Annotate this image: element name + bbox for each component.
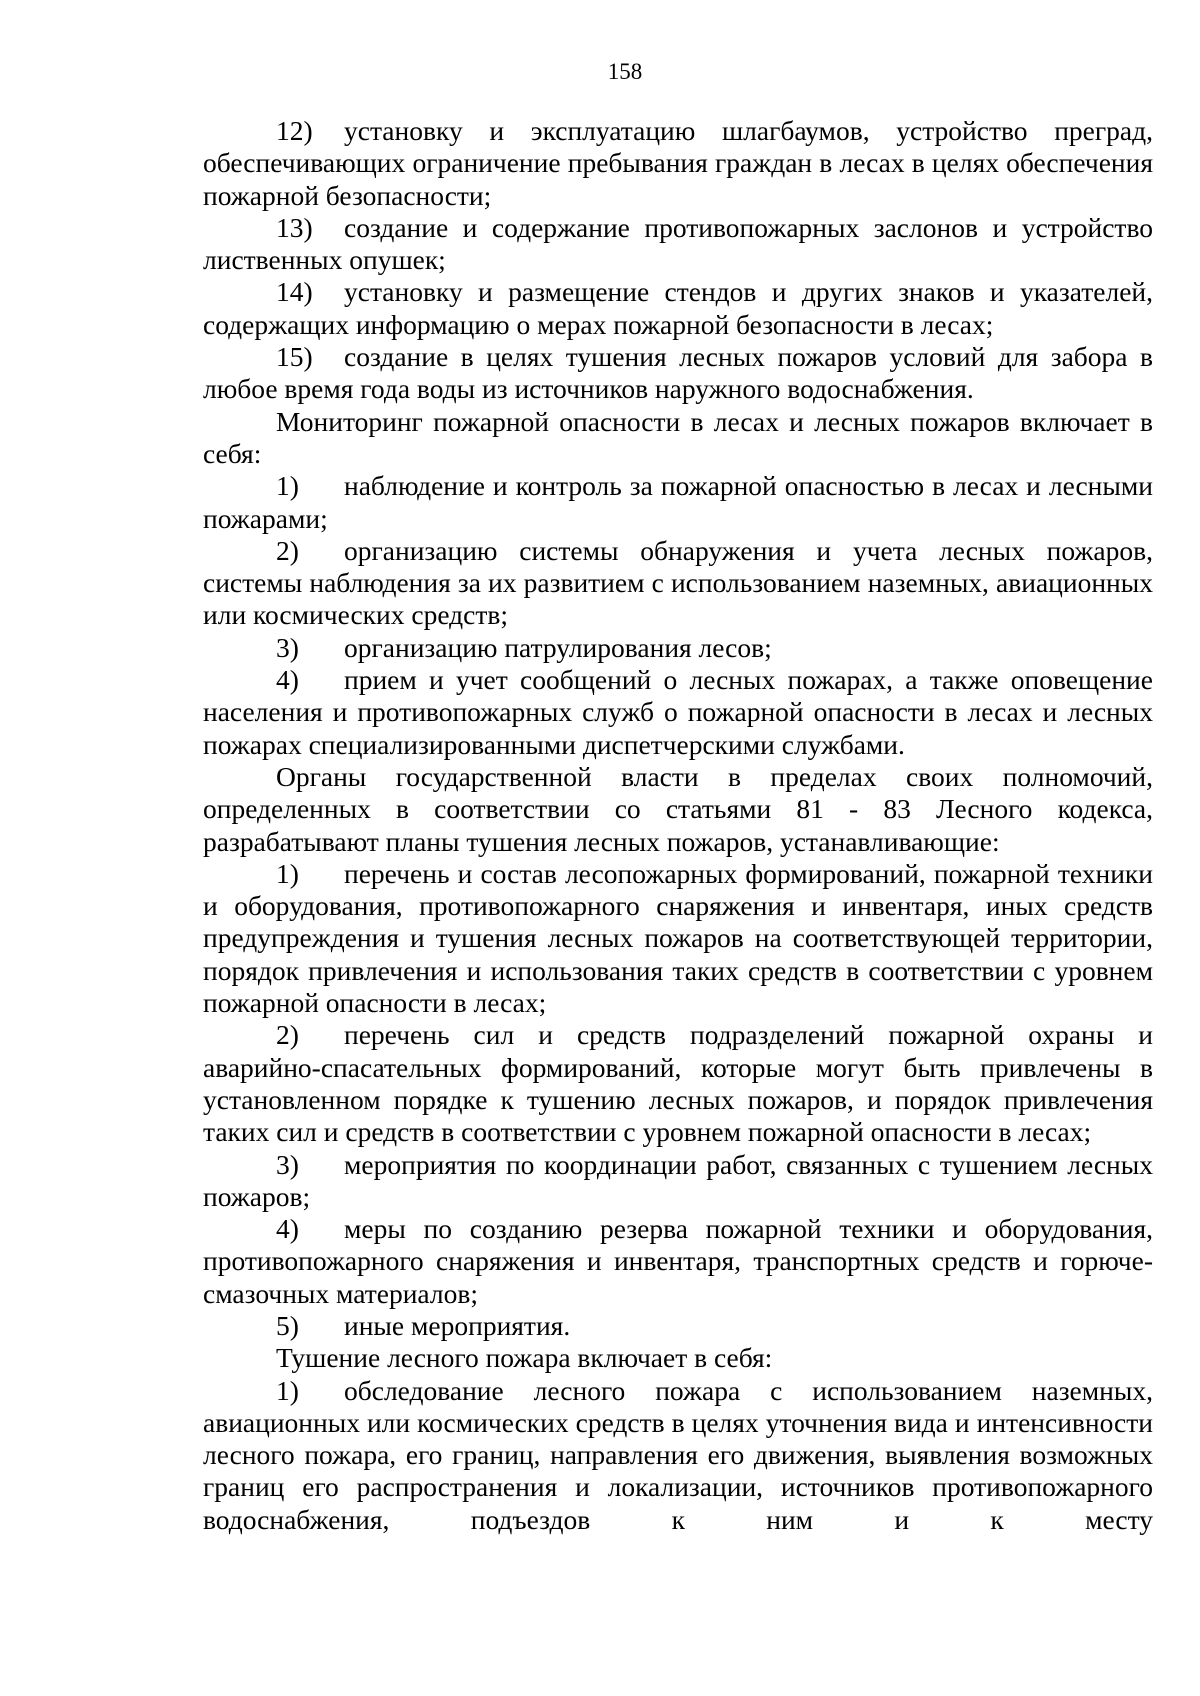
paragraph bbox=[203, 761, 1153, 858]
list-item-number: 13) bbox=[276, 211, 313, 243]
list-item-number: 1) bbox=[276, 1374, 299, 1406]
document-body bbox=[203, 115, 1153, 1536]
paragraph-text: Органы государственной власти в пределах своих полномочий, определенных в соответствии со статьями 81 - 83 Лесного кодекса, разрабатывают планы тушения лесных пожаров, устанавливающие: bbox=[203, 760, 1153, 857]
paragraph-text: организацию патрулирования лесов; bbox=[344, 631, 772, 663]
list-item bbox=[203, 1375, 1153, 1536]
list-item-number: 4) bbox=[276, 1213, 299, 1245]
list-item bbox=[203, 1019, 1153, 1148]
paragraph bbox=[203, 406, 1153, 471]
paragraph-text: установку и размещение стендов и других знаков и указателей, содержащих информацию о мерах пожарной безопасности в лесах; bbox=[203, 276, 1153, 340]
list-item-number: 12) bbox=[276, 115, 313, 146]
list-item bbox=[203, 664, 1153, 761]
list-item-number: 5) bbox=[276, 1309, 299, 1341]
list-item bbox=[203, 1149, 1153, 1214]
list-item-number: 14) bbox=[276, 276, 313, 308]
paragraph-text: перечень сил и средств подразделений пожарной охраны и аварийно-спасательных формирований, которые могут быть привлечены в установленном порядке к тушению лесных пожаров, и порядок привлечения таких сил и средств в соответствии с уровнем пожарной опасности в лесах; bbox=[203, 1019, 1153, 1148]
list-item-number: 3) bbox=[276, 1148, 299, 1180]
paragraph-text: установку и эксплуатацию шлагбаумов, устройство преград, обеспечивающих ограничение пребывания граждан в лесах в целях обеспечения пожарной безопасности; bbox=[203, 115, 1153, 211]
list-item-number: 4) bbox=[276, 664, 299, 696]
list-item bbox=[203, 858, 1153, 1019]
paragraph-text: прием и учет сообщений о лесных пожарах, а также оповещение населения и противопожарных служб о пожарной опасности в лесах и лесных пожарах специализированными диспетчерскими службами. bbox=[203, 664, 1153, 760]
paragraph-text: Тушение лесного пожара включает в себя: bbox=[276, 1342, 773, 1374]
list-item-number: 15) bbox=[276, 341, 313, 373]
list-item bbox=[203, 276, 1153, 341]
list-item-number: 3) bbox=[276, 631, 299, 663]
paragraph-text: меры по созданию резерва пожарной техники и оборудования, противопожарного снаряжения и инвентаря, транспортных средств и горюче-смазочных материалов; bbox=[203, 1213, 1153, 1309]
paragraph-text: мероприятия по координации работ, связанных с тушением лесных пожаров; bbox=[203, 1148, 1153, 1212]
paragraph-text: обследование лесного пожара с использованием наземных, авиационных или космических средств в целях уточнения вида и интенсивности лесного пожара, его границ, направления его движения, выявления возможных границ его распространения и локализации, источников противопожарного водоснабжения, подъездов к ним и к месту bbox=[203, 1374, 1153, 1535]
list-item bbox=[203, 341, 1153, 406]
paragraph-text: организацию системы обнаружения и учета лесных пожаров, системы наблюдения за их развитием с использованием наземных, авиационных или космических средств; bbox=[203, 534, 1153, 631]
paragraph bbox=[203, 1342, 1153, 1374]
list-item bbox=[203, 1310, 1153, 1342]
paragraph-text: создание в целях тушения лесных пожаров условий для забора в любое время года воды из источников наружного водоснабжения. bbox=[203, 341, 1153, 405]
paragraph-text: перечень и состав лесопожарных формирований, пожарной техники и оборудования, противопожарного снаряжения и инвентаря, иных средств предупреждения и тушения лесных пожаров на соответствующей территории, порядок привлечения и использования таких средств в соответствии с уровнем пожарной опасности в лесах; bbox=[203, 857, 1153, 1019]
list-item-number: 1) bbox=[276, 857, 299, 889]
list-item bbox=[203, 212, 1153, 277]
list-item-number: 2) bbox=[276, 534, 299, 566]
list-item bbox=[203, 632, 1153, 664]
paragraph-text: создание и содержание противопожарных заслонов и устройство лиственных опушек; bbox=[203, 211, 1153, 276]
paragraph-text: Мониторинг пожарной опасности в лесах и лесных пожаров включает в себя: bbox=[203, 405, 1153, 469]
paragraph-text: наблюдение и контроль за пожарной опасностью в лесах и лесными пожарами; bbox=[203, 470, 1153, 534]
page-number: 158 bbox=[607, 59, 643, 84]
list-item bbox=[203, 470, 1153, 535]
list-item bbox=[203, 115, 1153, 212]
list-item bbox=[203, 535, 1153, 632]
list-item bbox=[203, 1213, 1153, 1310]
list-item-number: 1) bbox=[276, 470, 299, 502]
paragraph-text: иные мероприятия. bbox=[344, 1309, 571, 1341]
list-item-number: 2) bbox=[276, 1019, 299, 1051]
